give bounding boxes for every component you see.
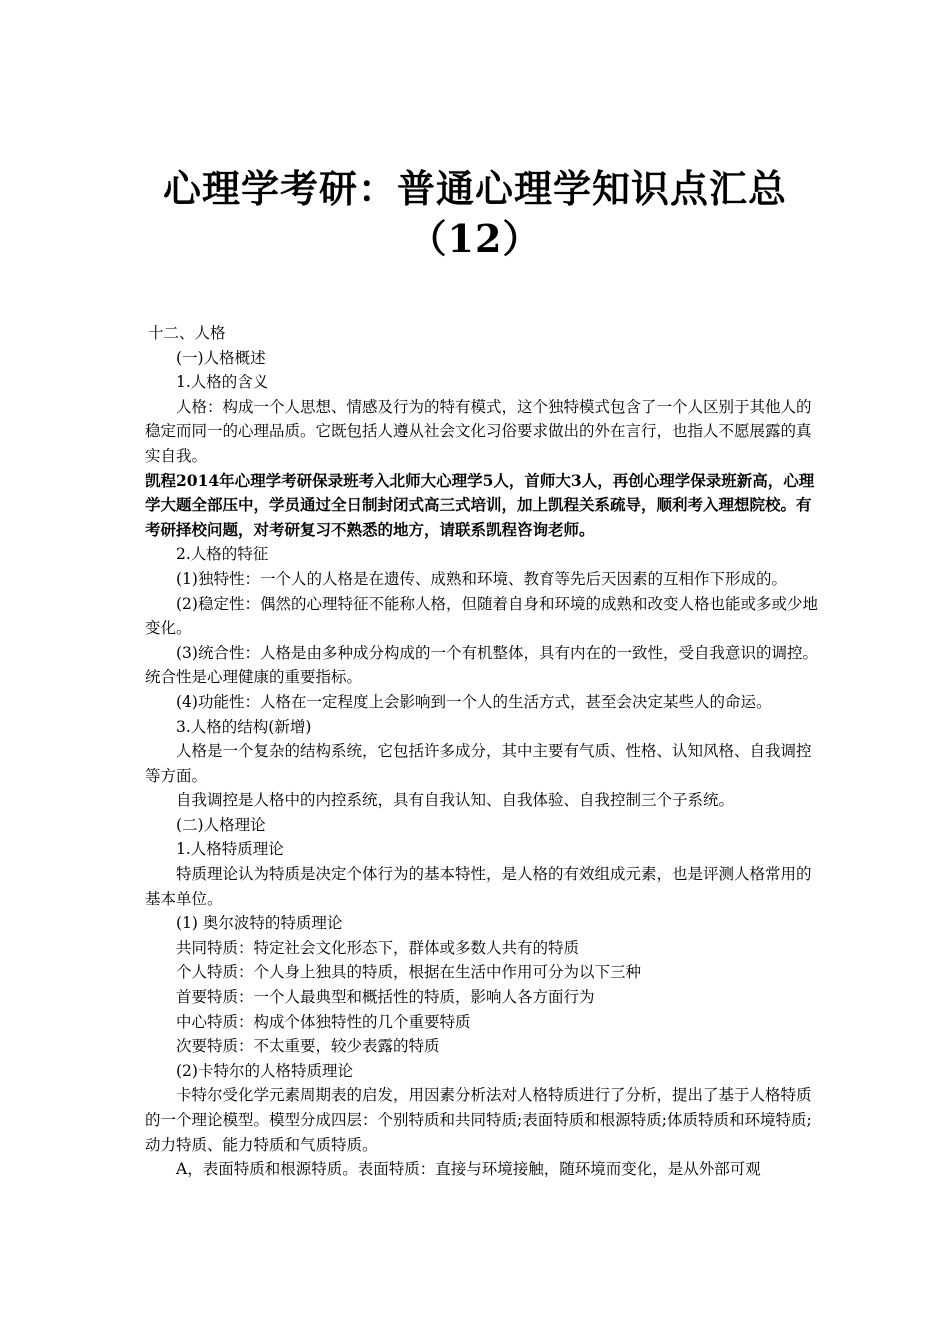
paragraph: (2)稳定性：偶然的心理特征不能称人格，但随着自身和环境的成熟和改变人格也能或多或少地变化。: [145, 594, 818, 638]
paragraph: 个人特质：个人身上独具的特质，根据在生活中作用可分为以下三种: [176, 963, 642, 982]
document-title-number: （12）: [408, 216, 542, 261]
paragraph: (1)独特性：一个人的人格是在遗传、成熟和环境、教育等先后天因素的互相作下形成的。: [176, 569, 787, 588]
subsection-heading: 1.人格的含义: [176, 373, 269, 392]
chapter-heading: 十二、人格: [148, 324, 226, 342]
paragraph: 卡特尔受化学元素周期表的启发，用因素分析法对人格特质进行了分析，提出了基于人格特质的一个理论模型。模型分成四层：个别特质和共同特质;表面特质和根源特质;体质特质和环境特质;动力特质、能力特质和气质特质。: [145, 1086, 812, 1154]
paragraph: 特质理论认为特质是决定个体行为的基本特性，是人格的有效组成元素，也是评测人格常用的基本单位。: [145, 865, 812, 908]
item-heading: (2)卡特尔的人格特质理论: [176, 1061, 353, 1080]
advertisement-paragraph: 凯程2014年心理学考研保录班考入北师大心理学5人，首师大3人，再创心理学保录班新高，心理学大题全部压中，学员通过全日制封闭式高三式培训，加上凯程关系疏导，顺利考入理想院校。有考研择校问题，对考研复习不熟悉的地方，请联系凯程咨询老师。: [145, 470, 815, 539]
paragraph: A，表面特质和根源特质。表面特质：直接与环境接触，随环境而变化，是从外部可观: [176, 1160, 761, 1179]
paragraph: (4)功能性：人格在一定程度上会影响到一个人的生活方式，甚至会决定某些人的命运。: [176, 692, 772, 711]
subsection-heading: 3.人格的结构(新增): [176, 717, 312, 736]
item-heading: (1) 奥尔波特的特质理论: [176, 914, 343, 933]
section-heading: (二)人格理论: [176, 815, 266, 834]
paragraph: 自我调控是人格中的内控系统，具有自我认知、自我体验、自我控制三个子系统。: [176, 791, 735, 810]
paragraph: 人格：构成一个人思想、情感及行为的特有模式，这个独特模式包含了一个人区别于其他人的稳定而同一的心理品质。它既包括人遵从社会文化习俗要求做出的外在言行，也指人不愿展露的真实自我。: [145, 397, 812, 465]
paragraph: 中心特质：构成个体独特性的几个重要特质: [176, 1012, 471, 1031]
subsection-heading: 1.人格特质理论: [176, 840, 284, 859]
document-title: 心理学考研：普通心理学知识点汇总: [162, 166, 787, 211]
paragraph: 首要特质：一个人最典型和概括性的特质，影响人各方面行为: [176, 988, 595, 1007]
paragraph: 共同特质：特定社会文化形态下，群体或多数人共有的特质: [176, 938, 580, 957]
section-heading: (一)人格概述: [176, 348, 266, 367]
document-body: [145, 321, 820, 1182]
paragraph: 人格是一个复杂的结构系统，它包括许多成分，其中主要有气质、性格、认知风格、自我调控等方面。: [145, 742, 812, 785]
paragraph: 次要特质：不太重要，较少表露的特质: [176, 1037, 440, 1056]
subsection-heading: 2.人格的特征: [176, 545, 269, 564]
paragraph: (3)统合性：人格是由多种成分构成的一个有机整体，具有内在的一致性，受自我意识的调控。统合性是心理健康的重要指标。: [145, 643, 818, 687]
